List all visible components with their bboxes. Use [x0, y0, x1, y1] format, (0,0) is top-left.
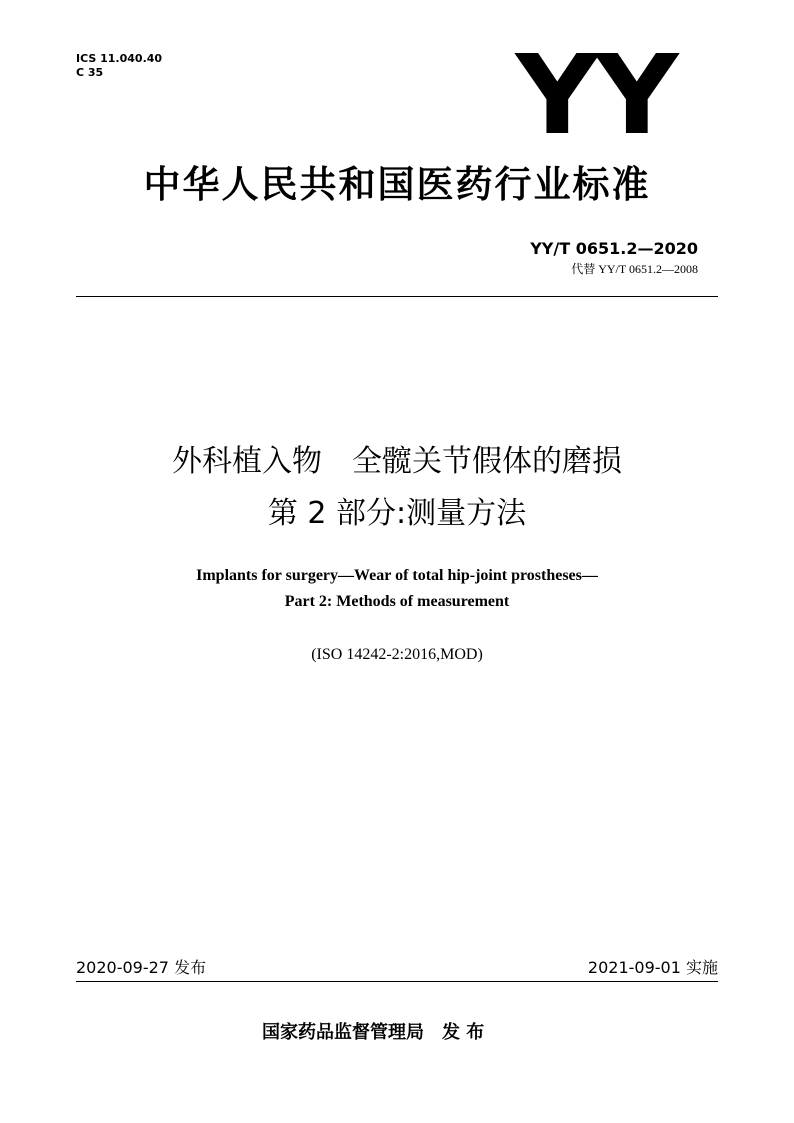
replaces-standard: 代替 YY/T 0651.2—2008 [571, 262, 698, 276]
english-title-line-2: Part 2: Methods of measurement [284, 593, 510, 610]
standard-category-title: 中华人民共和国医药行业标准 [143, 163, 651, 206]
english-title-line-1: Implants for surgery—Wear of total hip-joint prostheses— [196, 567, 598, 584]
implementation-date: 2021-09-01 实施 [587, 958, 718, 977]
footer-divider [76, 981, 718, 982]
standard-number: YY/T 0651.2—2020 [530, 239, 698, 258]
issue-date: 2020-09-27 发布 [76, 958, 207, 977]
ics-code: ICS 11.040.40 [76, 52, 163, 65]
yy-logo: YY [515, 31, 675, 159]
header-divider [76, 296, 718, 297]
ccs-code: C 35 [76, 66, 104, 79]
classification-codes [76, 52, 162, 80]
chinese-title-line-2: 第 2 部分:测量方法 [267, 496, 527, 531]
chinese-title-line-1: 外科植入物 全髋关节假体的磨损 [172, 444, 622, 479]
iso-reference: (ISO 14242-2:2016,MOD) [311, 646, 483, 663]
issuing-authority: 国家药品监督管理局 发 布 [262, 1022, 485, 1043]
